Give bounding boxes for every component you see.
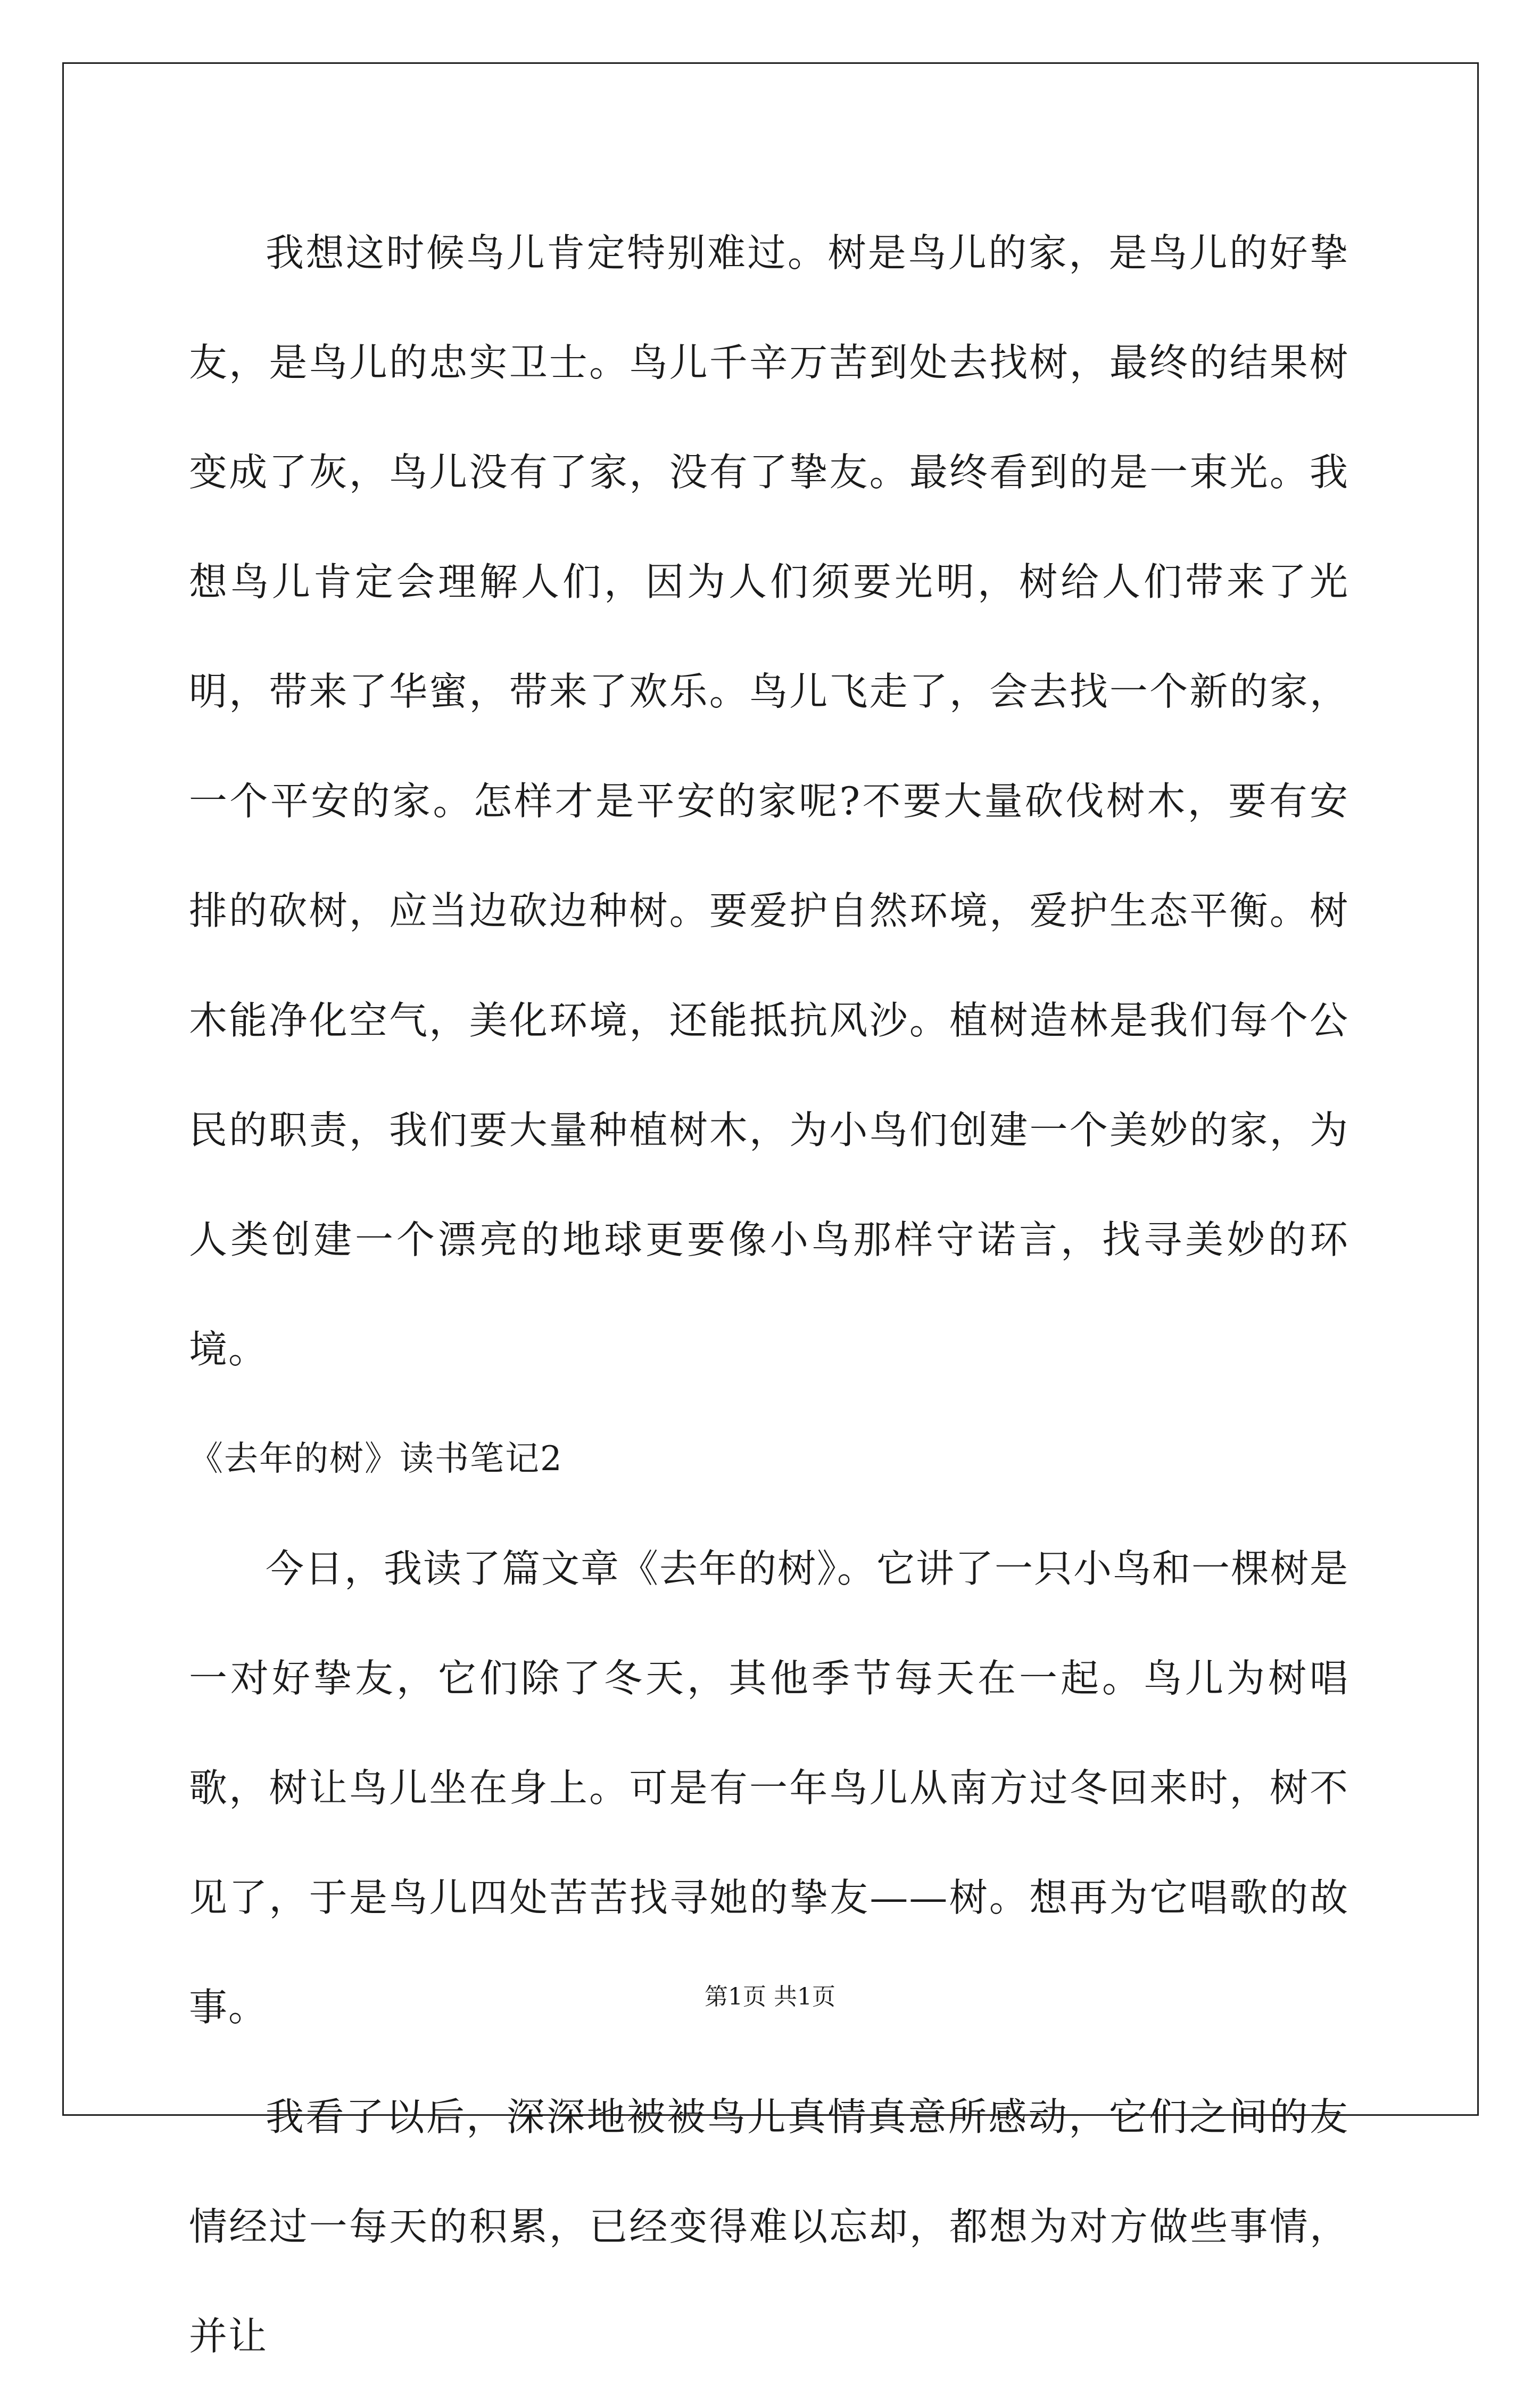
paragraph-3: 我看了以后，深深地被被鸟儿真情真意所感动，它们之间的友情经过一每天的积累，已经变得难以忘却，都想为对方做些事情，并让: [189, 2095, 1349, 2359]
paragraph-1: 我想这时候鸟儿肯定特别难过。树是鸟儿的家，是鸟儿的好挚友，是鸟儿的忠实卫士。鸟儿千辛万苦到处去找树，最终的结果树变成了灰，鸟儿没有了家，没有了挚友。最终看到的是一束光。我想鸟儿肯定会理解人们，因为人们须要光明，树给人们带来了光明，带来了华蜜，带来了欢乐。鸟儿飞走了，会去找一个新的家，一个平安的家。怎样才是平安的家呢?不要大量砍伐树木，要有安排的砍树，应当边砍边种树。要爱护自然环境，爱护生态平衡。树木能净化空气，美化环境，还能抵抗风沙。植树造林是我们每个公民的职责，我们要大量种植树木，为小鸟们创建一个美妙的家，为人类创建一个漂亮的地球更要像小鸟那样守诺言，找寻美妙的环境。: [189, 230, 1349, 1372]
document-body: [189, 198, 1349, 2391]
paragraph-2: 今日，我读了篇文章《去年的树》。它讲了一只小鸟和一棵树是一对好挚友，它们除了冬天，其他季节每天在一起。鸟儿为树唱歌，树让鸟儿坐在身上。可是有一年鸟儿从南方过冬回来时，树不见了，于是鸟儿四处苦苦找寻她的挚友——树。想再为它唱歌的故事。: [189, 1546, 1349, 2030]
section-heading: 《去年的树》读书笔记2: [189, 1439, 563, 1479]
page-footer: 第1页 共1页: [705, 1983, 835, 2010]
